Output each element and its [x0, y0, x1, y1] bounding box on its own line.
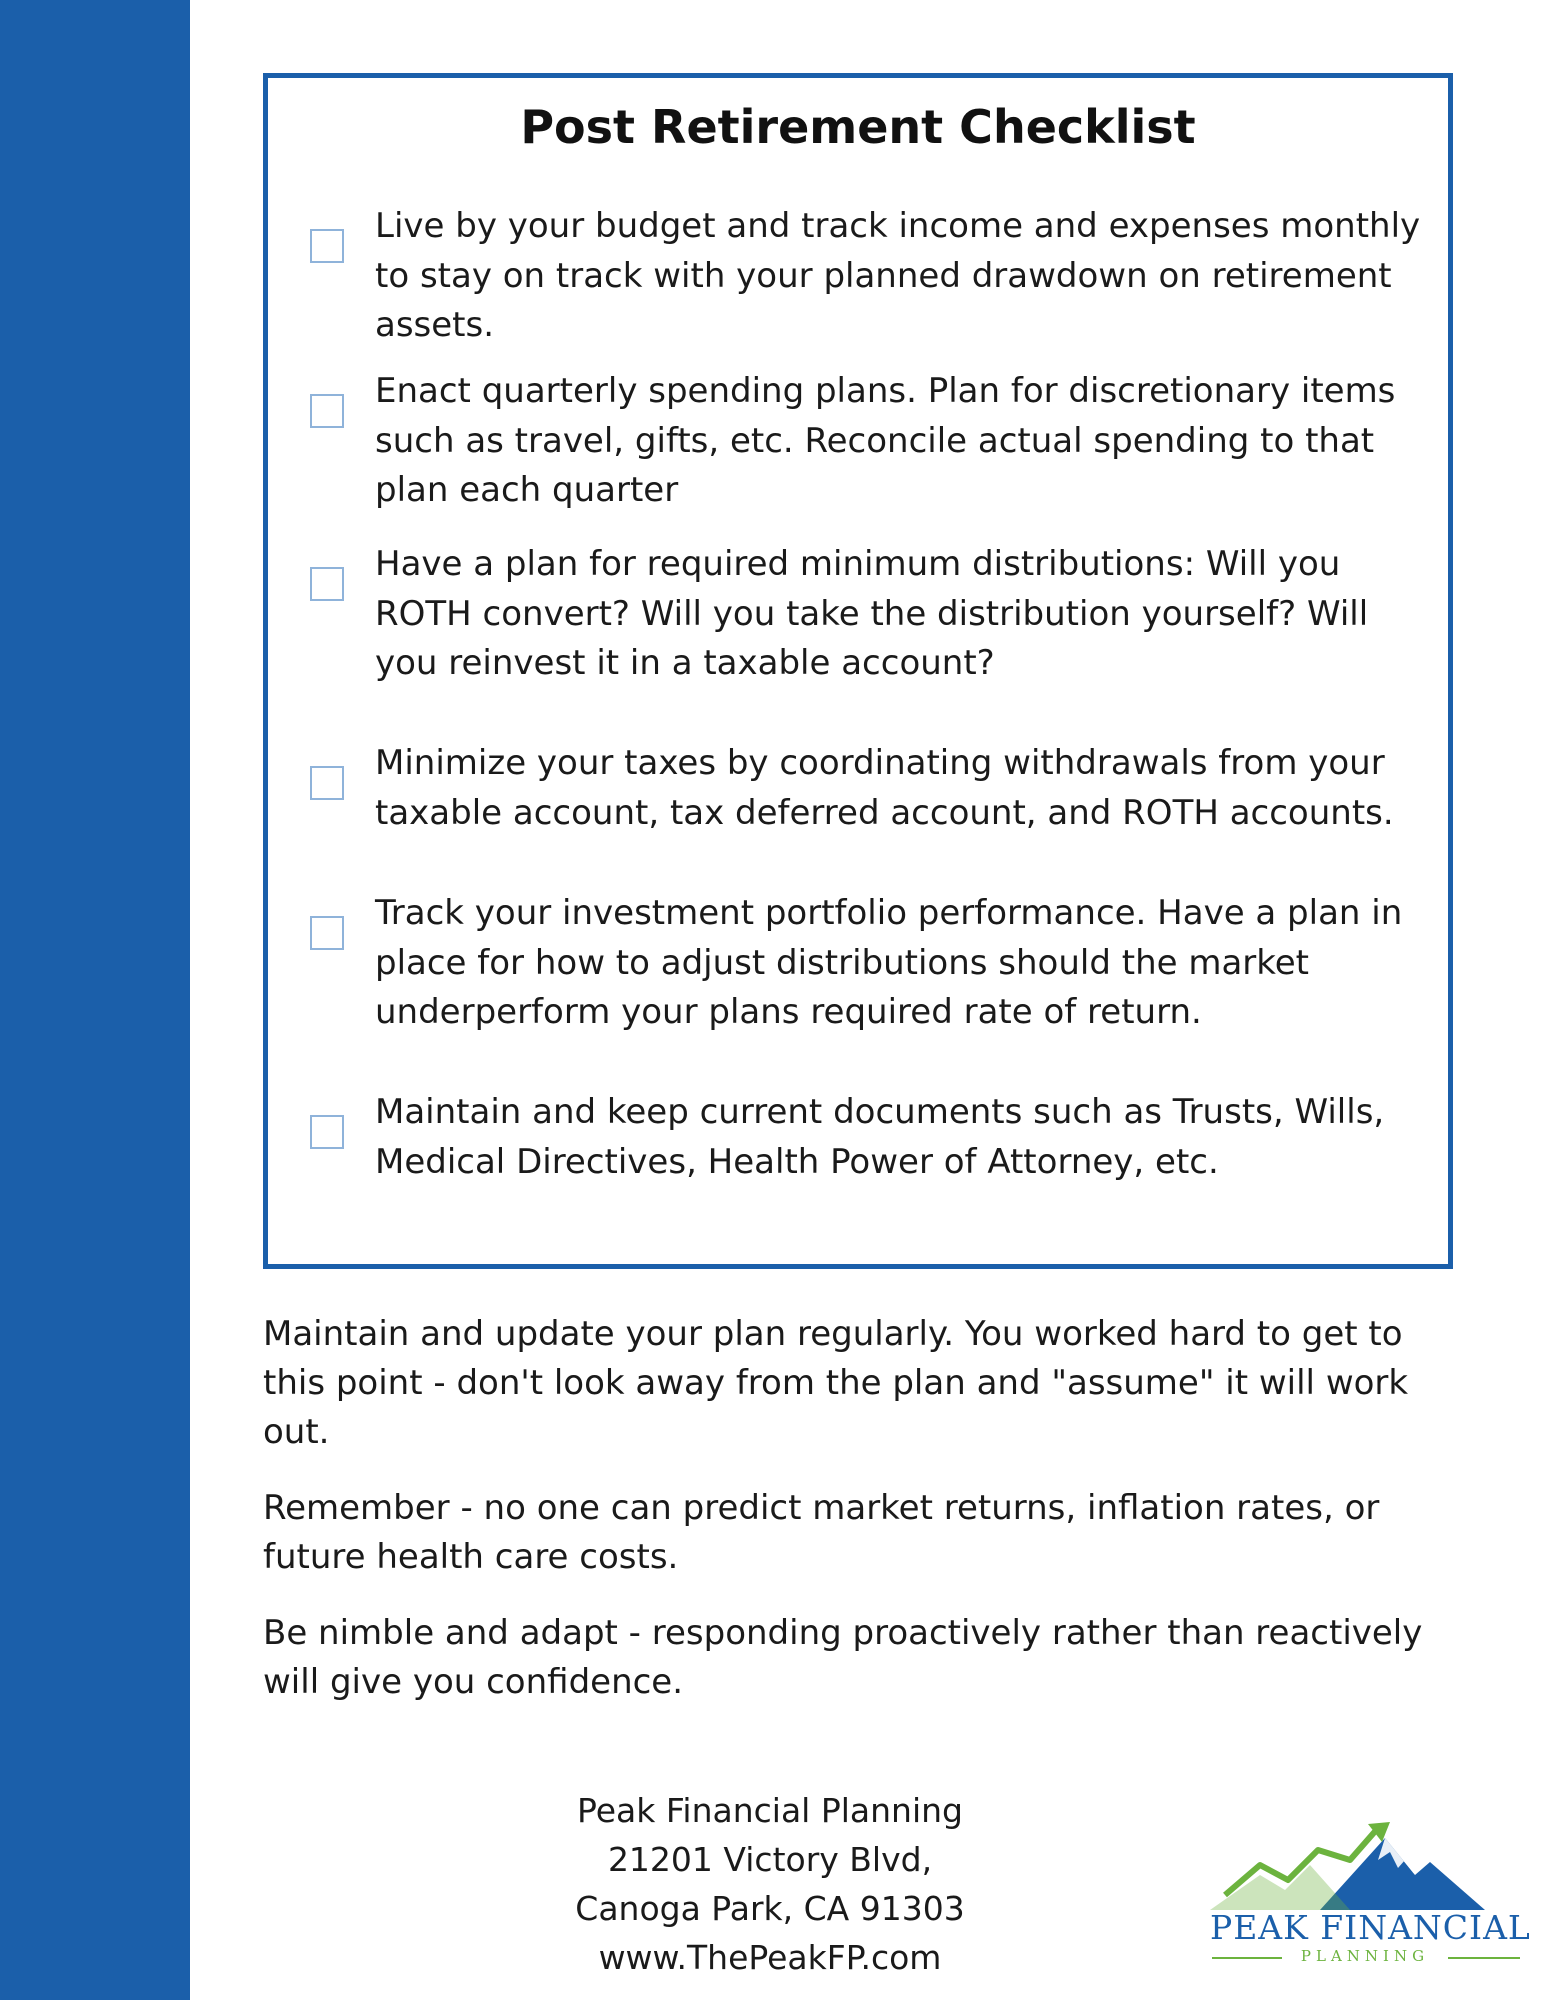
checklist-item-text: Minimize your taxes by coordinating withdrawals from your taxable account, tax deferred account, and ROTH accounts. — [375, 743, 1394, 833]
checkbox[interactable] — [310, 567, 344, 601]
company-name: Peak Financial Planning — [577, 1791, 963, 1830]
note-paragraph: Maintain and update your plan regularly. You worked hard to get to this point - don't look away from the plan and "assume" it will work out. — [263, 1314, 1409, 1452]
city-state-zip: Canoga Park, CA 91303 — [575, 1889, 965, 1928]
logo-divider — [1448, 1957, 1520, 1959]
checklist-item-text: Track your investment portfolio performance. Have a plan in place for how to adjust distributions should the market underperform your plans required rate of return. — [375, 893, 1403, 1032]
checklist-panel — [263, 73, 1453, 1269]
website-link[interactable]: www.ThePeakFP.com — [598, 1938, 942, 1977]
checkbox[interactable] — [310, 766, 344, 800]
checklist-item-text: Maintain and keep current documents such as Trusts, Wills, Medical Directives, Health Power of Attorney, etc. — [375, 1092, 1385, 1182]
checklist-item-text: Live by your budget and track income and expenses monthly to stay on track with your planned drawdown on retirement assets. — [375, 206, 1421, 345]
checklist-title: Post Retirement Checklist — [520, 100, 1196, 154]
footer-address — [520, 1786, 1020, 1982]
note-paragraph: Remember - no one can predict market returns, inflation rates, or future health care costs. — [263, 1488, 1380, 1577]
company-logo — [1200, 1820, 1530, 1970]
checklist-item-text: Have a plan for required minimum distributions: Will you ROTH convert? Will you take the distribution yourself? Will you reinvest it in a taxable account? — [375, 544, 1369, 683]
checklist-item-text: Enact quarterly spending plans. Plan for discretionary items such as travel, gifts, etc. Reconcile actual spending to that plan each quarter — [375, 371, 1396, 510]
checkbox[interactable] — [310, 1115, 344, 1149]
note-paragraph: Be nimble and adapt - responding proactively rather than reactively will give you confidence. — [263, 1613, 1423, 1702]
logo-tagline: PLANNING — [1300, 1947, 1430, 1965]
checkbox[interactable] — [310, 916, 344, 950]
checkbox[interactable] — [310, 229, 344, 263]
side-color-band — [0, 0, 190, 2000]
mountain-logo-icon — [1200, 1820, 1530, 1915]
street-address: 21201 Victory Blvd, — [607, 1840, 933, 1879]
checkbox[interactable] — [310, 394, 344, 428]
logo-name: PEAK FINANCIAL — [1210, 1908, 1531, 1947]
